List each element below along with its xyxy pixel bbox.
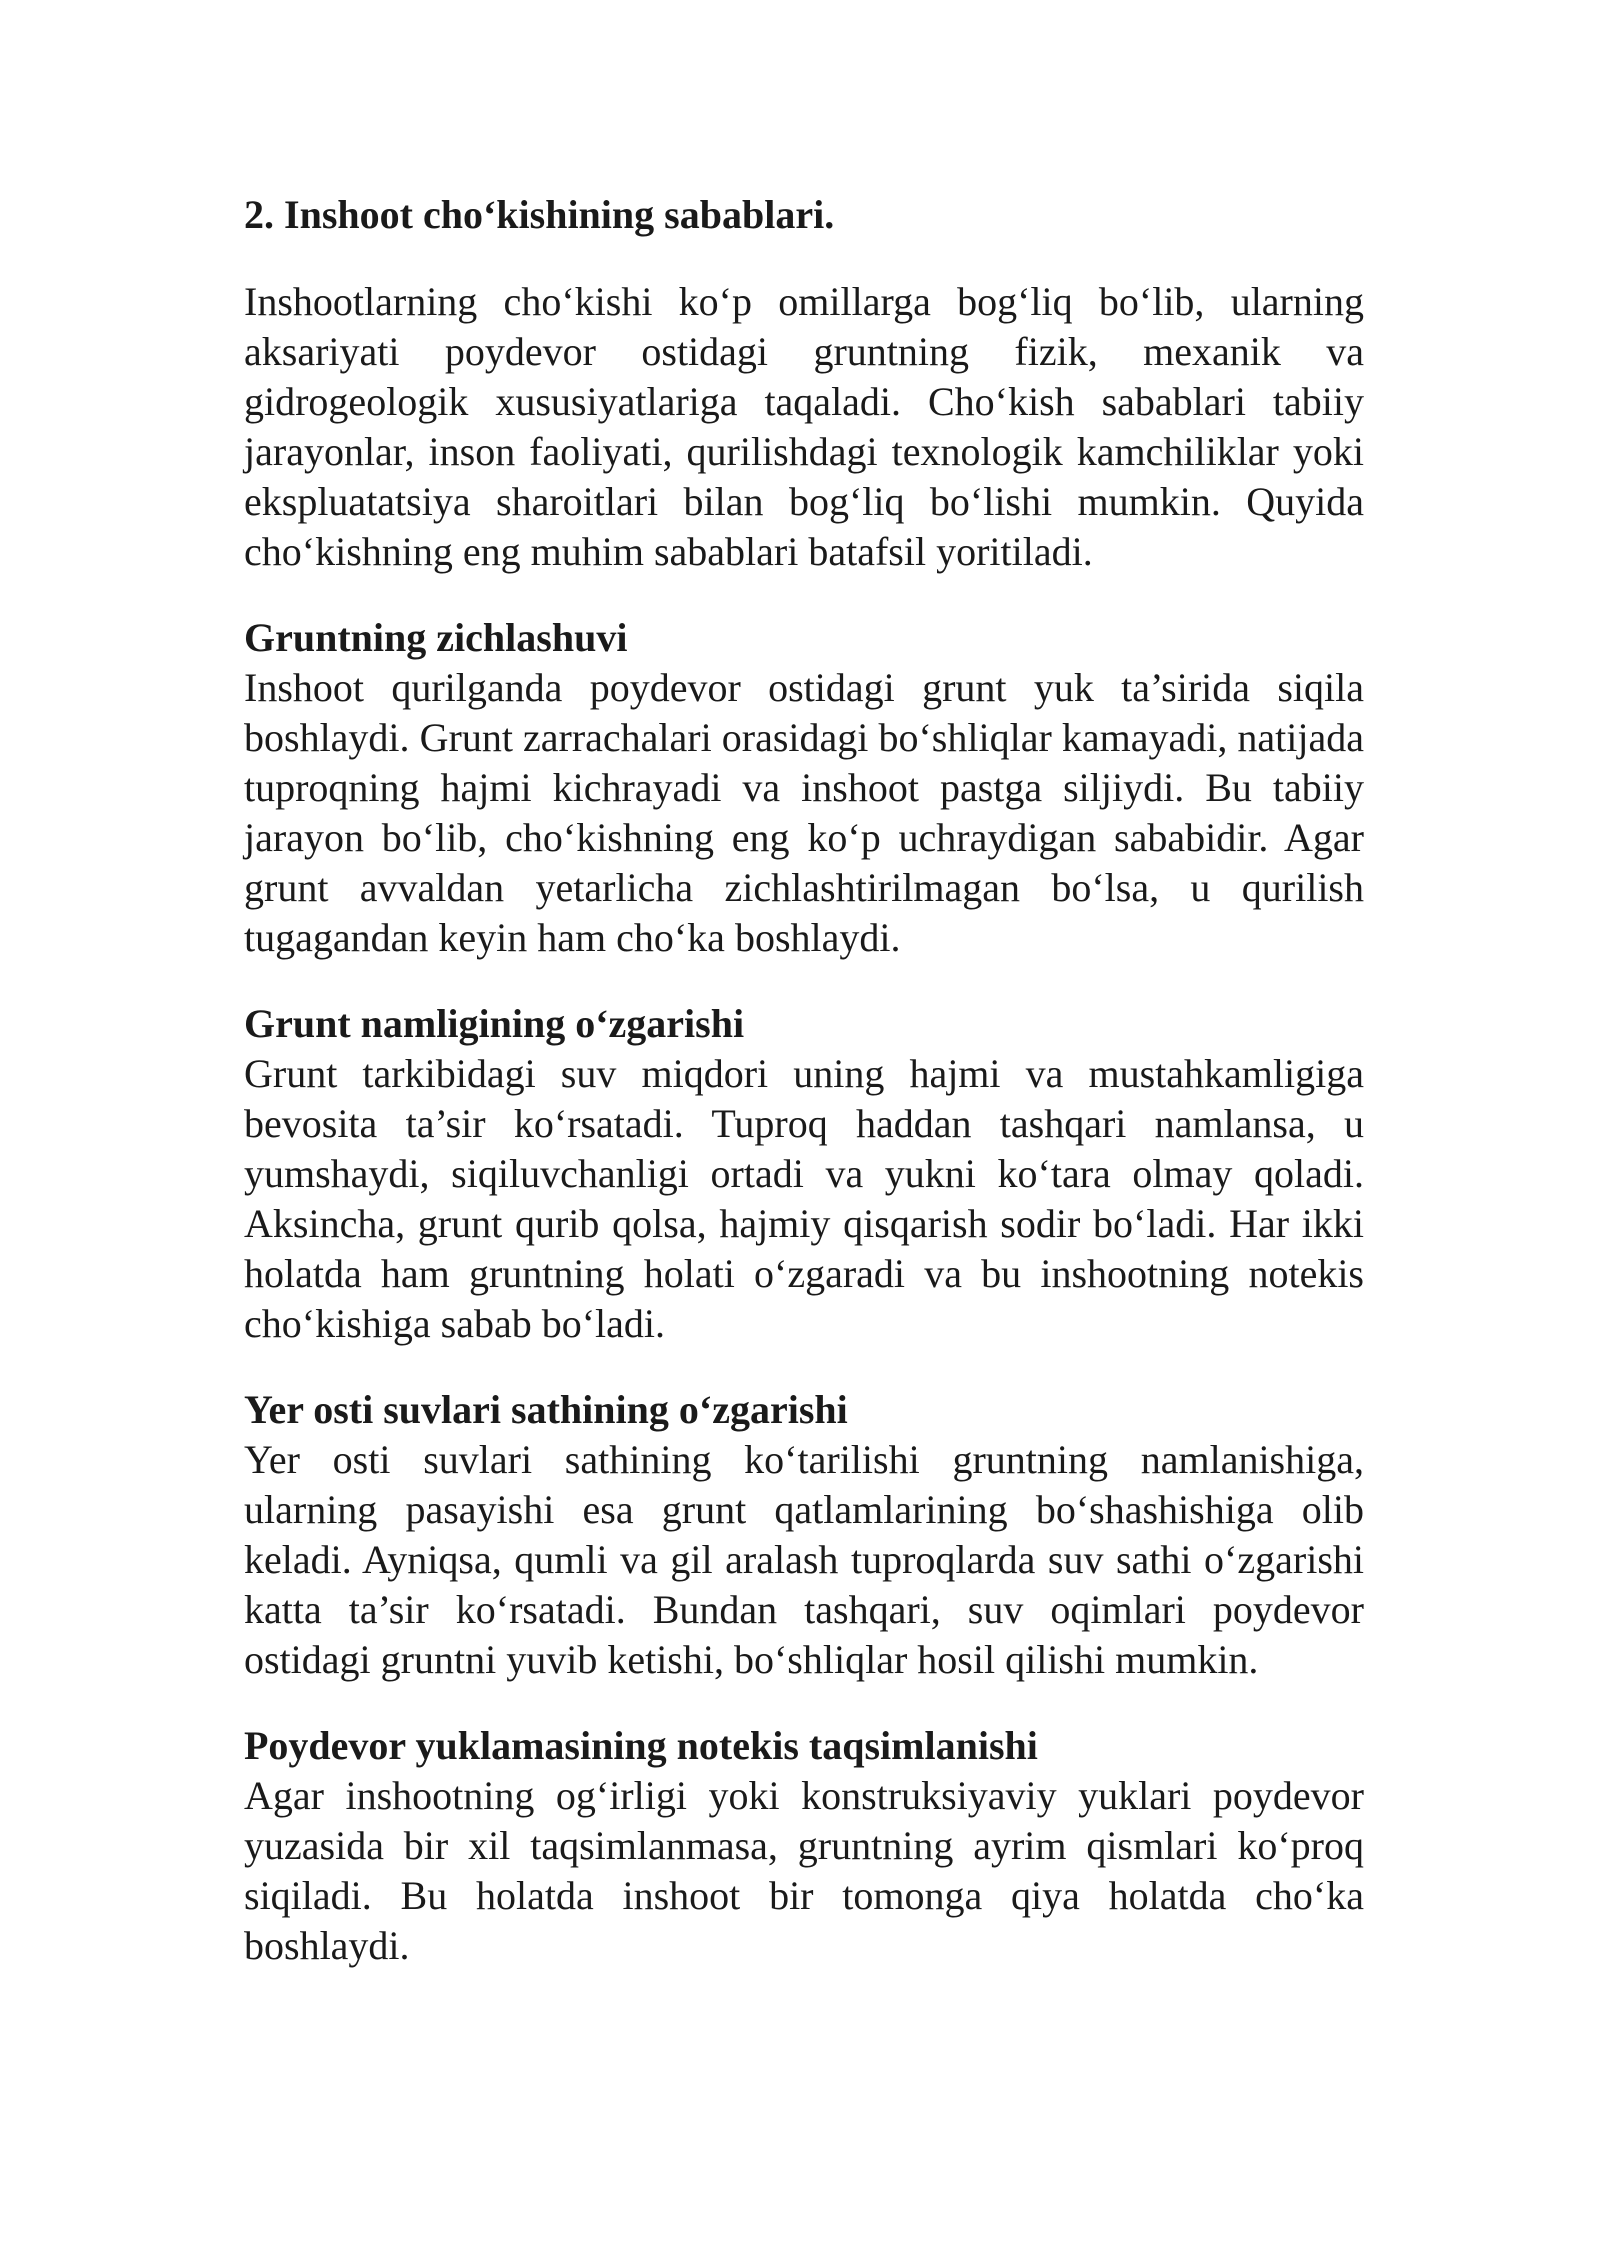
section-heading: Poydevor yuklamasining notekis taqsimlanishi: [244, 1723, 1038, 1768]
section-paragraph: Grunt tarkibidagi suv miqdori uning hajmi va mustahkamligiga bevosita ta’sir ko‘rsatadi. Tuproq haddan tashqari namlansa, u yumshaydi, siqiluvchanligi ortadi va yukni ko‘tara olmay qoladi. Aksincha, grunt qurib qolsa, hajmiy qisqarish sodir bo‘ladi. Har ikki holatda ham gruntning holati o‘zgaradi va bu inshootning notekis cho‘kishiga sabab bo‘ladi.: [244, 1051, 1364, 1346]
document-page: [244, 190, 1364, 2007]
section-paragraph: Inshoot qurilganda poydevor ostidagi grunt yuk ta’sirida siqila boshlaydi. Grunt zarrachalari orasidagi bo‘shliqlar kamayadi, natijada tuproqning hajmi kichrayadi va inshoot pastga siljiydi. Bu tabiiy jarayon bo‘lib, cho‘kishning eng ko‘p uchraydigan sababidir. Agar grunt avvaldan yetarlicha zichlashtirilmagan bo‘lsa, u qurilish tugagandan keyin ham cho‘ka boshlaydi.: [244, 665, 1364, 960]
section-heading: Grunt namligining o‘zgarishi: [244, 1001, 745, 1046]
section-gruntning-zichlashuvi: [244, 613, 1364, 963]
section-grunt-namligi: [244, 999, 1364, 1349]
section-paragraph: Agar inshootning og‘irligi yoki konstruksiyaviy yuklari poydevor yuzasida bir xil taqsimlanmasa, gruntning ayrim qismlari ko‘proq siqiladi. Bu holatda inshoot bir tomonga qiya holatda cho‘ka boshlaydi.: [244, 1773, 1364, 1968]
section-paragraph: Yer osti suvlari sathining ko‘tarilishi gruntning namlanishiga, ularning pasayishi esa grunt qatlamlarining bo‘shashishiga olib keladi. Ayniqsa, qumli va gil aralash tuproqlarda suv sathi o‘zgarishi katta ta’sir ko‘rsatadi. Bundan tashqari, suv oqimlari poydevor ostidagi gruntni yuvib ketishi, bo‘shliqlar hosil qilishi mumkin.: [244, 1437, 1364, 1682]
section-yer-osti-suvlari: [244, 1385, 1364, 1685]
section-poydevor-yuklamasi: [244, 1721, 1364, 1971]
section-heading: Gruntning zichlashuvi: [244, 615, 628, 660]
section-heading: Yer osti suvlari sathining o‘zgarishi: [244, 1387, 848, 1432]
intro-paragraph: Inshootlarning cho‘kishi ko‘p omillarga bog‘liq bo‘lib, ularning aksariyati poydevor ostidagi gruntning fizik, mexanik va gidrogeologik xususiyatlariga taqaladi. Cho‘kish sabablari tabiiy jarayonlar, inson faoliyati, qurilishdagi texnologik kamchiliklar yoki ekspluatatsiya sharoitlari bilan bog‘liq bo‘lishi mumkin. Quyida cho‘kishning eng muhim sabablari batafsil yoritiladi.: [244, 279, 1364, 574]
page-title: 2. Inshoot cho‘kishining sabablari.: [244, 192, 835, 237]
